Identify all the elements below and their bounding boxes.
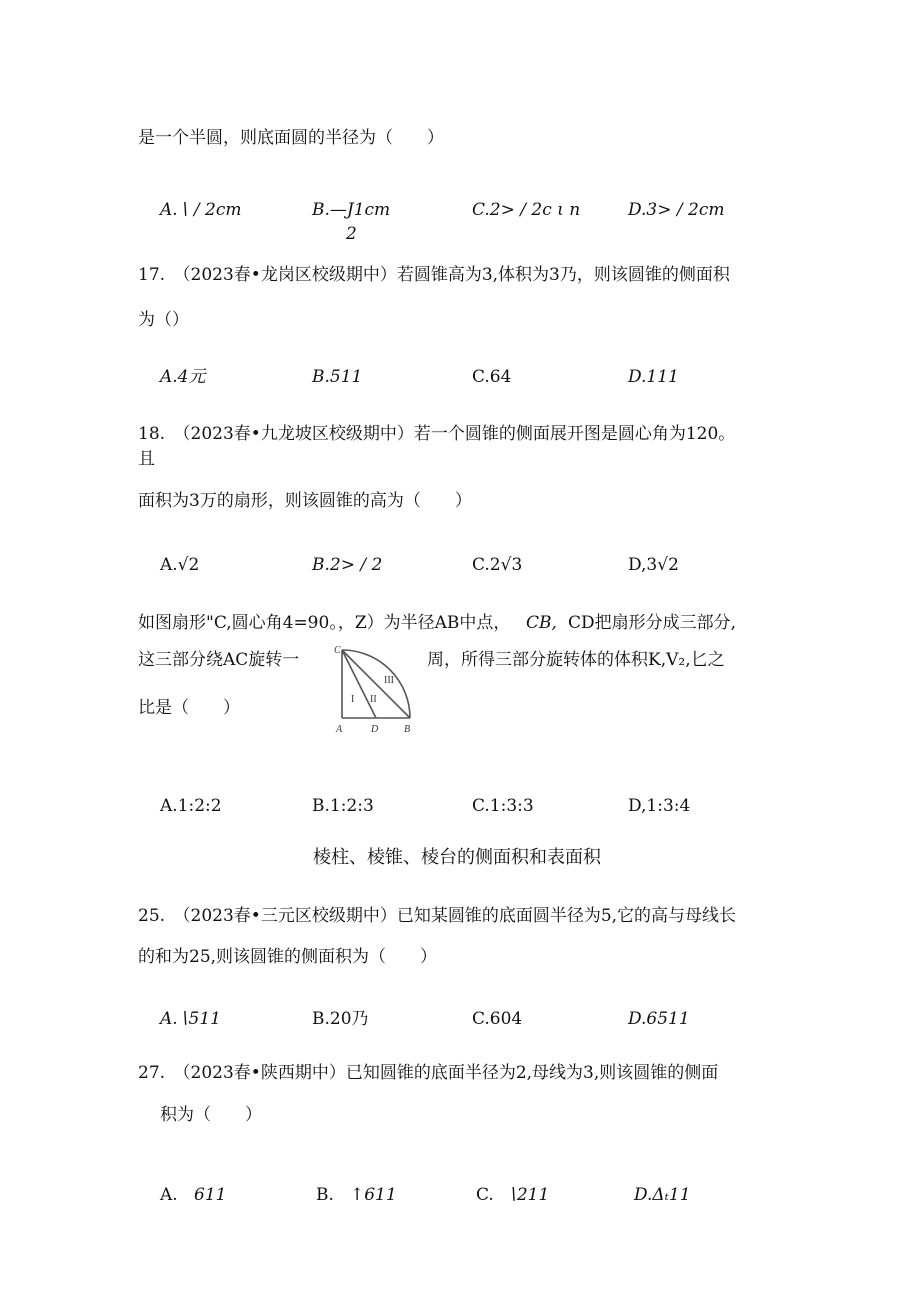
- q17-stem-line2: 为（）: [138, 310, 189, 330]
- q19-stem-line1c: CD把扇形分成三部分,: [568, 613, 737, 633]
- segment-cb-line: [342, 650, 410, 718]
- q19-option-b: B.1:2:3: [312, 796, 374, 816]
- q25-option-d: D.6511: [628, 1009, 690, 1029]
- sector-diagram: [322, 640, 418, 736]
- q19-stem-line2b: 周，所得三部分旋转体的体积K,V₂,匕之: [427, 650, 725, 670]
- q16-option-d: D.3> / 2cm: [628, 200, 725, 220]
- q17-option-a: A.4元: [160, 367, 206, 387]
- section-heading: 棱柱、棱锥、棱台的侧面积和表面积: [313, 847, 601, 868]
- q16-option-c: C.2> / 2c ι n: [472, 200, 581, 220]
- q18-option-d: D,3√2: [628, 555, 679, 575]
- q19-option-c: C.1:3:3: [472, 796, 534, 816]
- q27-option-a: 611: [194, 1185, 227, 1205]
- q25-option-a: A.∖511: [160, 1009, 221, 1029]
- q19-stem-line1b: CB,: [526, 613, 557, 633]
- q18-option-c: C.2√3: [472, 555, 523, 575]
- q16-option-b-subscript: 2: [346, 224, 357, 244]
- q19-option-a: A.1:2:2: [160, 796, 222, 816]
- q18-stem-line3: 面积为3万的扇形，则该圆锥的高为（ ）: [138, 491, 472, 511]
- region-label-1: I: [351, 694, 355, 705]
- q27-option-d: D.Δₜ11: [634, 1185, 691, 1205]
- sector-diagram-svg: [322, 640, 418, 736]
- q16-option-a: A.∖ / 2cm: [160, 200, 242, 220]
- q18-option-b: B.2> / 2: [312, 555, 383, 575]
- q27-option-a-prefix: A.: [160, 1185, 178, 1205]
- region-label-2: II: [370, 694, 377, 705]
- q25-option-c: C.604: [472, 1009, 523, 1029]
- q17-option-c: C.64: [472, 367, 512, 387]
- label-c: C: [334, 645, 341, 656]
- q27-stem-line2: 积为（ ）: [160, 1105, 262, 1125]
- label-a: A: [336, 724, 343, 735]
- q27-option-c: ∖211: [506, 1185, 550, 1205]
- q27-option-b-prefix: B.: [316, 1185, 334, 1205]
- q25-stem-line1: 25. （2023春•三元区校级期中）已知某圆锥的底面圆半径为5,它的高与母线长: [138, 906, 737, 926]
- q18-stem-line1: 18. （2023春•九龙坡区校级期中）若一个圆锥的侧面展开图是圆心角为120。: [138, 424, 736, 444]
- label-b: B: [404, 724, 411, 735]
- q16-option-b: B.—J1cm: [312, 200, 391, 220]
- q27-option-c-prefix: C.: [476, 1185, 494, 1205]
- q16-stem: 是一个半圆，则底面圆的半径为（ ）: [138, 128, 444, 148]
- q19-stem-line2a: 这三部分绕AC旋转一: [138, 650, 300, 670]
- segment-cd-line: [342, 650, 376, 718]
- q17-option-d: D.111: [628, 367, 679, 387]
- q25-stem-line2: 的和为25,则该圆锥的侧面积为（ ）: [138, 947, 438, 967]
- q19-stem-line1a: 如图扇形"C,圆心角4=90。，Z）为半径AB中点，: [138, 613, 511, 633]
- q19-stem-line3: 比是（ ）: [138, 698, 240, 718]
- q25-option-b: B.20乃: [312, 1009, 369, 1029]
- q18-option-a: A.√2: [160, 555, 200, 575]
- q27-option-b: ↑611: [350, 1185, 397, 1205]
- q17-stem-line1: 17. （2023春•龙岗区校级期中）若圆锥高为3,体积为3乃，则该圆锥的侧面积: [138, 265, 730, 285]
- q17-option-b: B.511: [312, 367, 363, 387]
- q18-stem-line2: 且: [138, 449, 155, 469]
- q27-stem-line1: 27. （2023春•陕西期中）已知圆锥的底面半径为2,母线为3,则该圆锥的侧面: [138, 1063, 719, 1083]
- q19-option-d: D,1:3:4: [628, 796, 691, 816]
- region-label-3: III: [384, 675, 394, 686]
- label-d: D: [371, 724, 379, 735]
